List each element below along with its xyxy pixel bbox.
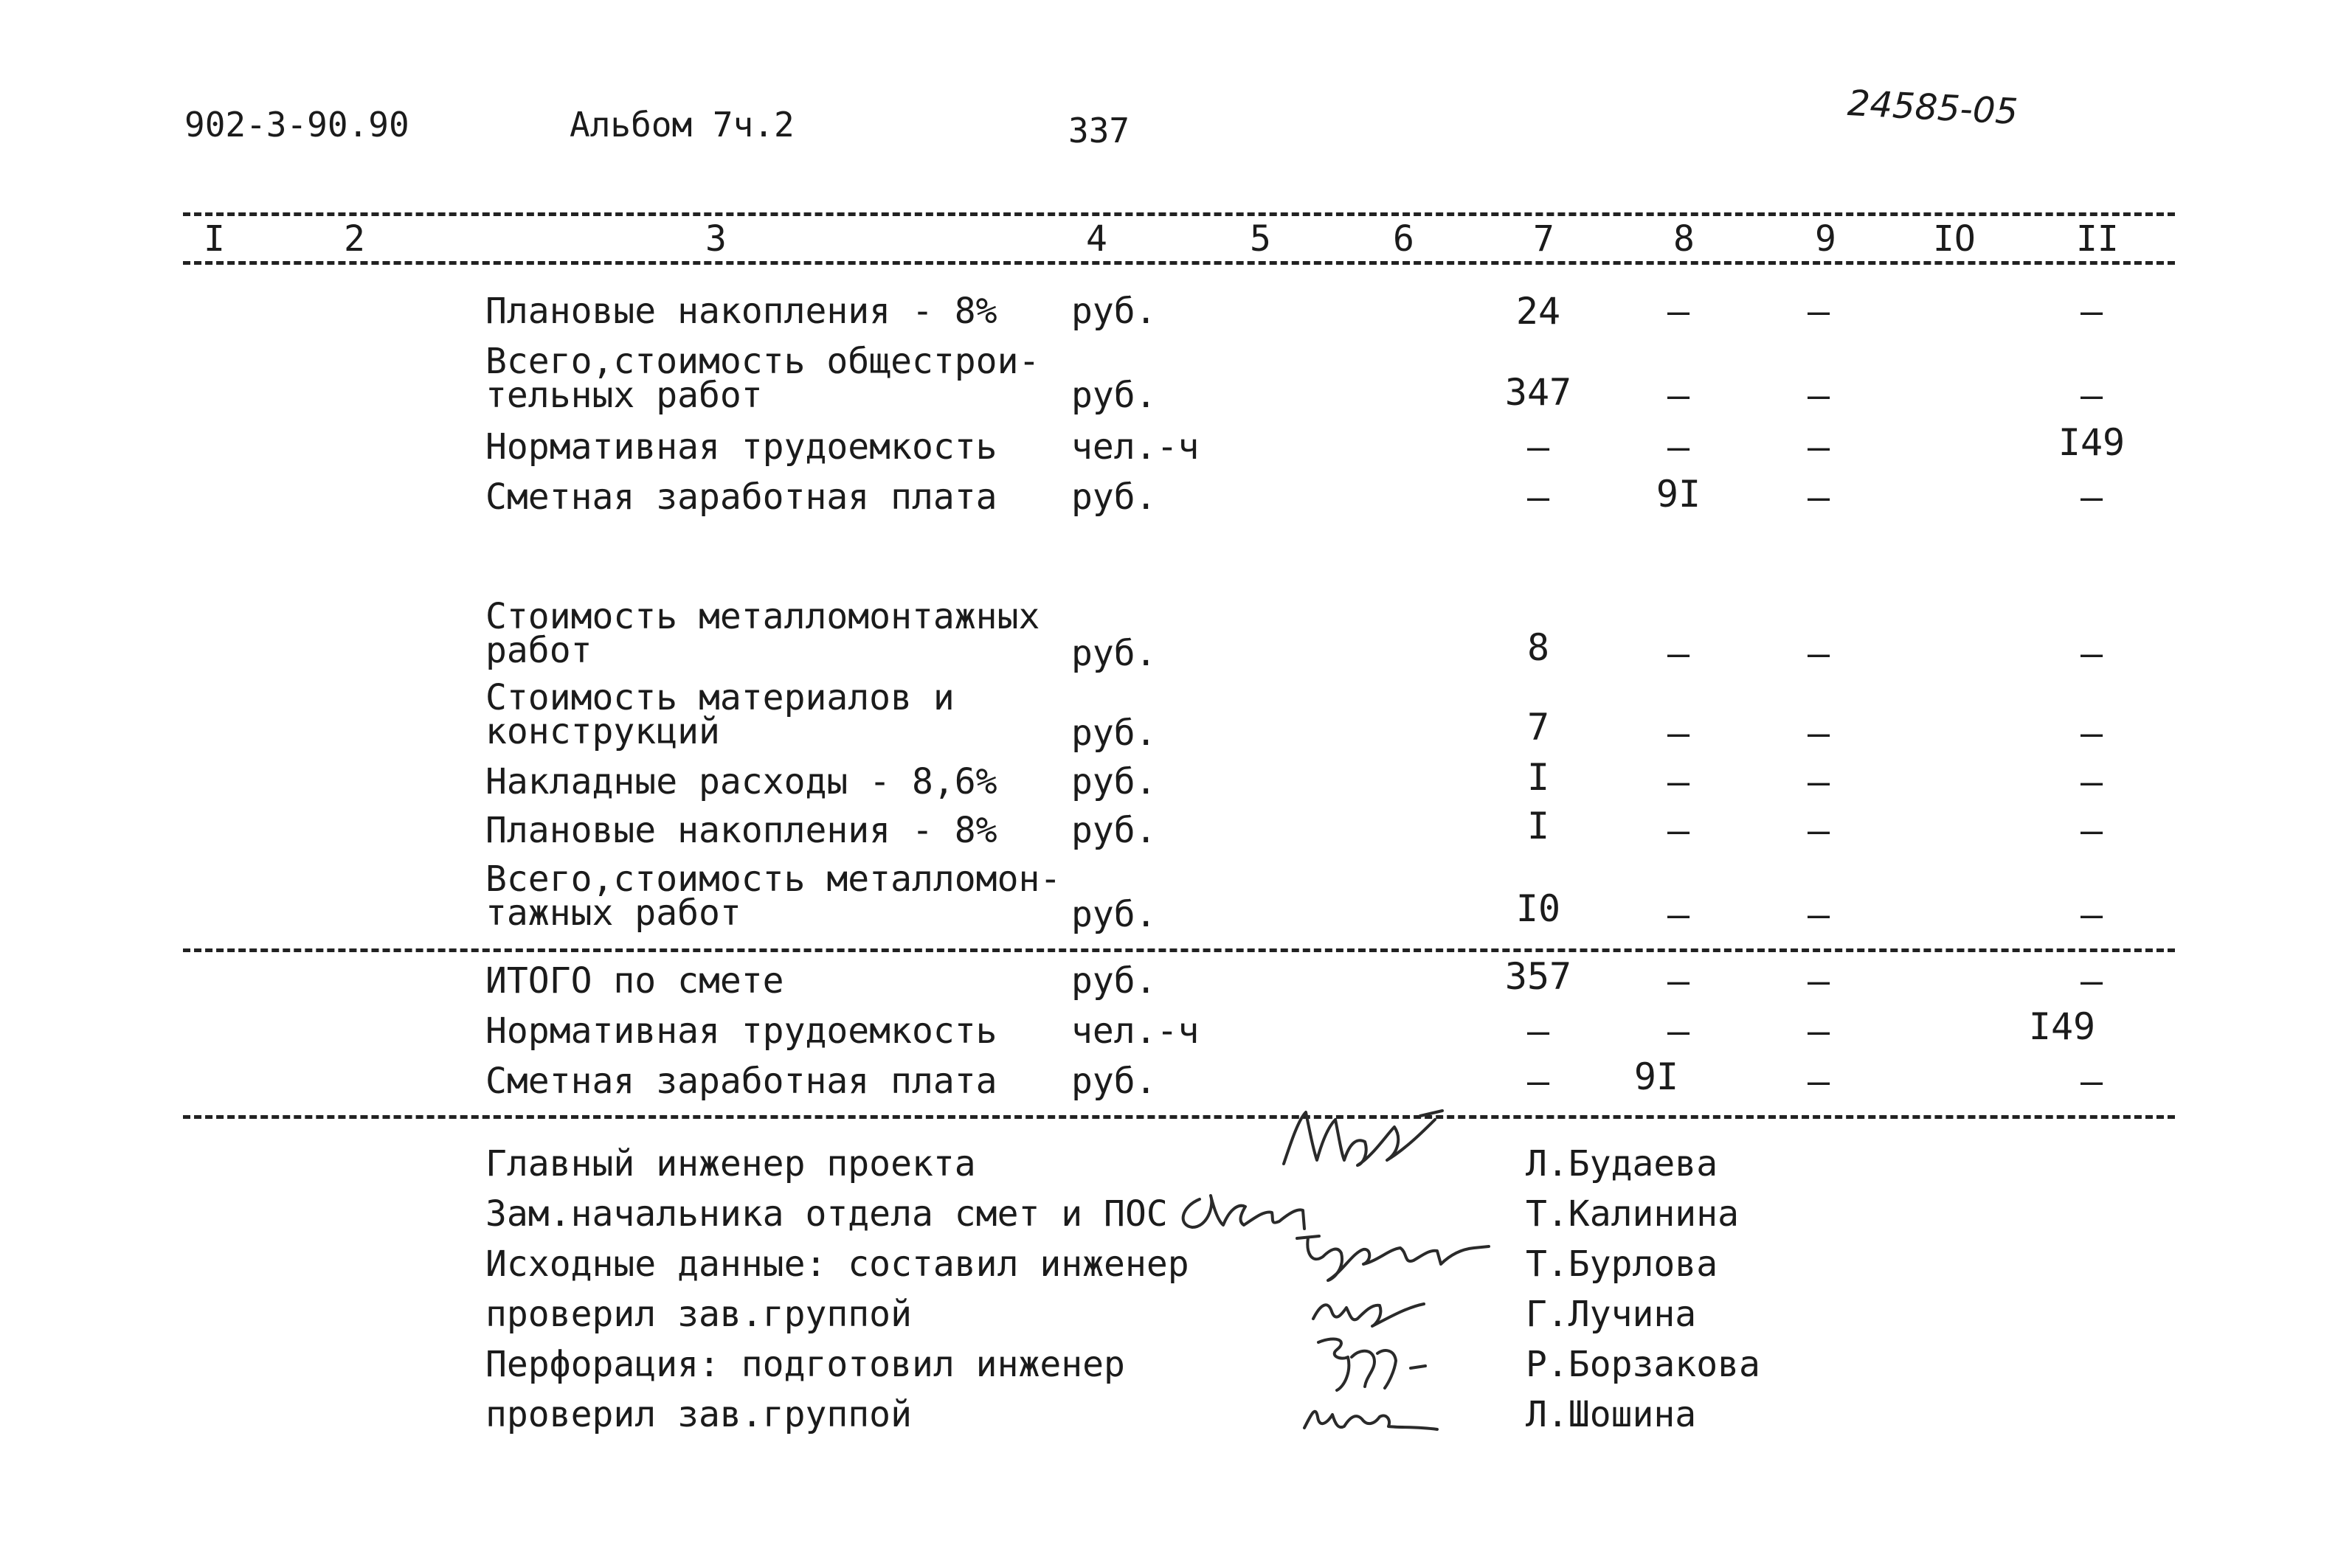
row-unit: руб. [1071,633,1157,674]
row-name: Всего,стоимость общестрои- [485,341,1040,382]
col-num-7: 7 [1533,218,1554,260]
value-col-8: – [1667,712,1690,754]
col-num-3: 3 [705,218,727,260]
value-col-8: – [1667,1010,1690,1052]
row-unit: чел.-ч [1071,1010,1200,1052]
value-col-8: – [1667,374,1690,417]
row-unit: руб. [1071,960,1157,1002]
row-name-continued: тажных работ [485,892,741,934]
signature-role: Исходные данные: составил инженер [485,1243,1189,1285]
row-name: Всего,стоимость металломон- [485,858,1062,900]
value-col-7: 24 [1515,290,1561,333]
value-col-8: – [1667,290,1690,333]
value-col-7: – [1526,476,1550,518]
row-name: Стоимость металломонтажных [485,596,1040,637]
signature-role: Перфорация: подготовил инженер [485,1344,1125,1385]
row-name-continued: конструкций [485,711,720,752]
value-col-7: – [1526,1010,1550,1052]
value-col-9: – [1807,632,1830,675]
row-unit: руб. [1071,712,1157,754]
value-col-9: – [1807,712,1830,754]
row-unit: руб. [1071,810,1157,851]
value-col-9: – [1807,760,1830,803]
value-col-11: – [2080,712,2103,754]
col-num-8: 8 [1673,218,1695,260]
value-col-11: – [2080,1060,2103,1103]
signature-name: Л.Будаева [1526,1143,1718,1184]
signature-name: Л.Шошина [1526,1394,1697,1435]
signature-role: проверил зав.группой [485,1394,912,1435]
total-rule [183,948,2175,952]
value-col-9: – [1807,960,1830,1002]
album-label: Альбом 7ч.2 [570,105,795,145]
value-col-7: – [1526,1060,1550,1103]
row-unit: руб. [1071,476,1157,518]
handwritten-signature [1306,1282,1439,1333]
value-col-8: – [1667,632,1690,675]
value-col-9: – [1807,893,1830,936]
row-name: Плановые накопления - 8% [485,291,997,332]
value-col-7: 8 [1526,626,1550,669]
row-unit: руб. [1071,375,1157,416]
row-name: Стоимость материалов и [485,677,955,718]
col-num-4: 4 [1086,218,1107,260]
signature-role: Зам.начальника отдела смет и ПОС [485,1193,1168,1235]
value-col-7: 357 [1504,955,1572,998]
value-col-8: – [1667,960,1690,1002]
row-name: Нормативная трудоемкость [485,1010,997,1052]
row-name-continued: работ [485,630,592,671]
value-col-11: – [2080,632,2103,675]
col-num-9: 9 [1815,218,1836,260]
signature-name: Р.Борзакова [1526,1344,1760,1385]
row-name: Накладные расходы - 8,6% [485,761,997,802]
row-name: Нормативная трудоемкость [485,426,997,468]
value-col-8: – [1667,760,1690,803]
header-rule-top [183,212,2175,216]
row-unit: руб. [1071,1061,1157,1102]
value-col-7: I [1526,805,1550,847]
value-col-9: – [1807,1060,1830,1103]
handwritten-signature [1297,1384,1445,1443]
value-col-9: – [1807,290,1830,333]
row-name: Сметная заработная плата [485,476,997,518]
row-unit: руб. [1071,894,1157,935]
value-col-9: – [1807,476,1830,518]
row-unit: чел.-ч [1071,426,1200,468]
value-col-11: – [2080,893,2103,936]
project-code: 902-3-90.90 [184,105,409,145]
col-num-1: I [204,218,225,260]
value-col-11: – [2080,809,2103,852]
value-col-9: – [1807,426,1830,468]
value-col-11: – [2080,476,2103,518]
value-col-8: 9I [1633,1055,1679,1098]
value-col-7: I [1526,756,1550,799]
value-col-8: 9I [1656,473,1701,516]
value-col-7: I0 [1515,887,1561,930]
row-unit: руб. [1071,761,1157,802]
value-col-7: 7 [1526,706,1550,749]
signature-role: проверил зав.группой [485,1294,912,1335]
signature-role: Главный инженер проекта [485,1143,976,1184]
value-col-11: I49 [2058,421,2126,464]
value-col-11: – [2080,290,2103,333]
value-col-11: – [2080,760,2103,803]
row-name: Плановые накопления - 8% [485,810,997,851]
col-num-11: II [2076,218,2119,260]
row-name: ИТОГО по смете [485,960,784,1002]
col-num-2: 2 [344,218,365,260]
col-num-6: 6 [1393,218,1414,260]
col-num-10: IO [1933,218,1976,260]
page-number: 337 [1068,111,1130,150]
signature-name: Т.Калинина [1526,1193,1739,1235]
row-name: Сметная заработная плата [485,1061,997,1102]
value-col-9: – [1807,1010,1830,1052]
handwritten-signature [1290,1227,1496,1286]
value-col-7: 347 [1504,371,1572,414]
value-col-8: – [1667,809,1690,852]
value-col-11: I49 [2028,1005,2096,1048]
value-col-9: – [1807,374,1830,417]
row-name-continued: тельных работ [485,375,763,416]
value-col-11: – [2080,374,2103,417]
value-col-8: – [1667,893,1690,936]
value-col-7: – [1526,426,1550,468]
value-col-9: – [1807,809,1830,852]
row-unit: руб. [1071,291,1157,332]
header-rule-bottom [183,261,2175,265]
signature-name: Г.Лучина [1526,1294,1697,1335]
signature-name: Т.Бурлова [1526,1243,1718,1285]
handwritten-stamp: 24585-05 [1846,82,2019,133]
value-col-8: – [1667,426,1690,468]
col-num-5: 5 [1250,218,1271,260]
signatures-rule [183,1115,2175,1119]
value-col-11: – [2080,960,2103,1002]
handwritten-signature [1276,1097,1446,1179]
